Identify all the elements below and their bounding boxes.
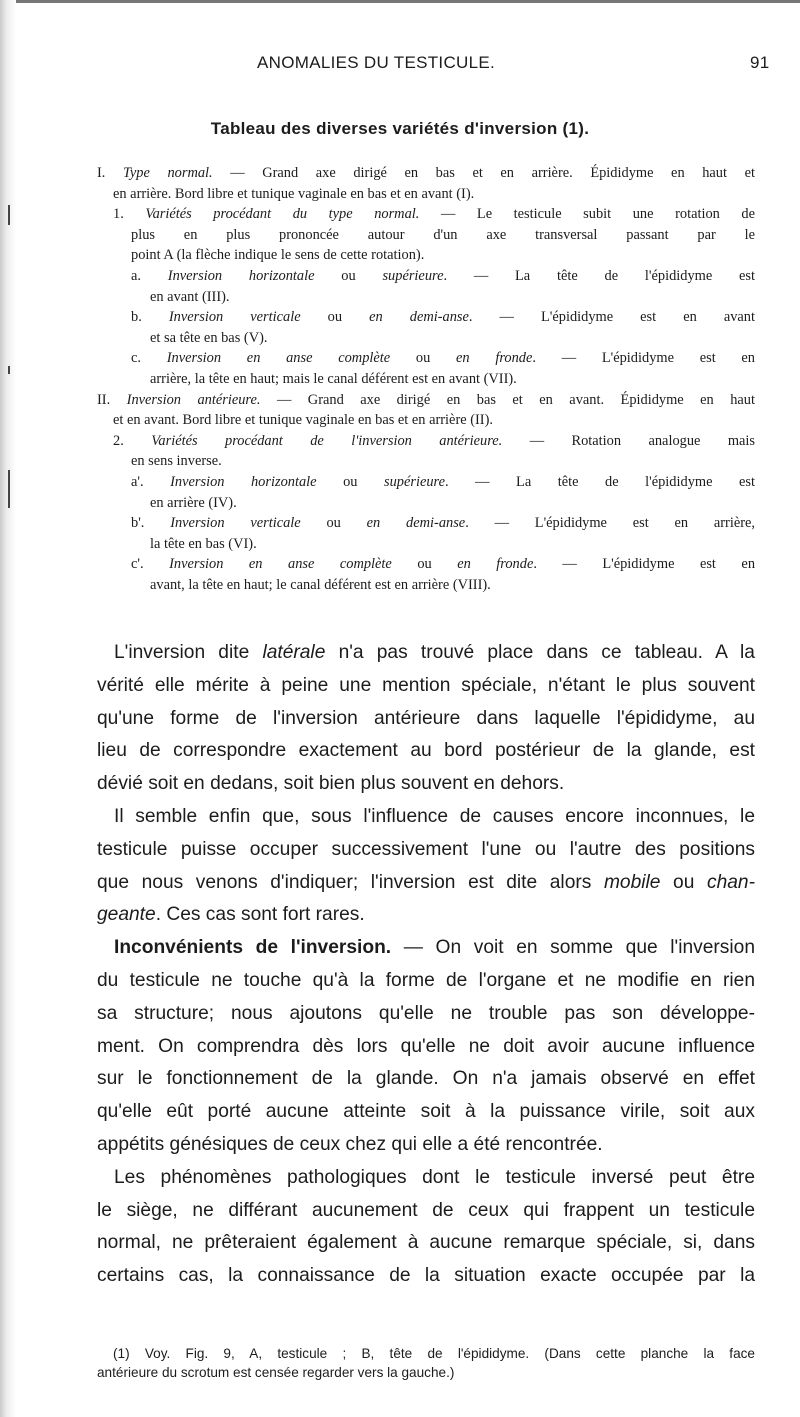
edge-mark [8,470,10,508]
table-line [131,554,755,575]
text-run: Il semble enfin que, sous l'influence de causes encore inconnues, le [114,806,755,827]
text-run: a'. [131,474,171,490]
footnote-line [97,1365,755,1380]
text-run: normal, ne prêteraient également à aucune remarque spéciale, si, dans [97,1232,755,1254]
italic-text: supérieure [382,268,444,284]
text-run: a. [131,268,168,284]
text-run: et en avant. Bord libre et tunique vaginale en bas et en arrière (II). [113,412,493,429]
table-line [113,410,493,431]
footnote-line [113,1346,755,1361]
text-run: en sens inverse. [131,453,222,470]
table-line [131,225,755,246]
italic-text: Inversion antérieure. [126,391,261,408]
text-run: . — L'épididyme est en arrière, [465,515,756,532]
text-run: qu'elle eût porté aucune atteinte soit à la puissance virile, soit aux [97,1101,755,1123]
text-run: I. [97,165,123,181]
text-run: certains cas, la connaissance de la situation exacte occupée par la [97,1265,755,1287]
body-line [97,1003,755,1025]
text-run: 2. [113,432,152,449]
text-run: ou [316,474,384,490]
table-line [131,307,755,328]
italic-text: en fronde [457,556,534,573]
italic-text: Variétés procédant de l'inversion antérieure. [151,432,503,449]
table-line [131,451,222,472]
text-run: II. [97,391,127,408]
text-run: (1) Voy. Fig. 9, A, testicule ; B, tête de l'épididyme. (Dans cette planche la face [113,1346,755,1361]
italic-text: Inversion verticale [170,515,301,532]
italic-text: Inversion verticale [168,309,301,326]
table-line [150,493,237,514]
body-line [97,675,755,697]
text-run: lieu de correspondre exactement au bord postérieur de la glande, est [97,740,755,762]
table-line [113,184,474,205]
body-line [97,708,755,730]
text-run: Les phénomènes pathologiques dont le testicule inversé peut être [114,1166,755,1188]
text-run: qu'une forme de l'inversion antérieure dans laquelle l'épididyme, au [97,707,755,729]
text-run: . — L'épididyme est en [533,556,756,573]
table-line [113,431,755,452]
text-run: ou [391,556,458,573]
text-run: vérité elle mérite à peine une mention spéciale, n'étant le plus souvent [97,674,755,696]
text-run: b. [131,309,169,326]
running-head-title: ANOMALIES DU TESTICULE. [257,53,496,72]
text-run: . — La tête de l'épididyme est [445,474,755,490]
heading-text: Inconvénients de l'inversion. [114,937,392,959]
text-run: et sa tête en bas (V). [150,329,268,346]
text-run: sur le fonctionnement de la glande. On n'a jamais observé en effet [97,1068,755,1090]
running-header [0,53,800,81]
table-title: Tableau des diverses variétés d'inversion (1). [210,119,590,138]
italic-text: Type normal. [122,165,213,181]
page-number: 91 [750,53,770,72]
text-run: c'. [131,556,170,573]
text-run: testicule puisse occuper successivement l'une ou l'autre des positions [97,838,755,860]
text-run: b'. [131,515,171,532]
text-run: ou [314,268,383,284]
section-heading-line [114,937,755,959]
text-run: — Grand axe dirigé en bas et en avant. Épididyme en haut [260,391,755,408]
text-run: — On voit en somme que l'inversion [391,937,755,959]
italic-text: supérieure [383,474,445,490]
text-run: ou [660,871,707,893]
body-line [97,872,755,894]
text-run: c. [131,350,167,367]
edge-mark [8,366,10,374]
body-line [97,1036,755,1058]
text-run: 1. [113,206,146,223]
text-run: ou [390,350,457,367]
text-run: la tête en bas (VI). [150,535,257,552]
italic-text: chan- [706,871,755,893]
text-run: — Le testicule subit une rotation de [419,206,756,223]
body-line [97,740,755,762]
table-line [150,328,267,349]
text-run: . — L'épididyme est en [532,350,756,367]
body-line [97,970,755,992]
italic-text: Variétés procédant du type normal. [145,206,420,223]
body-line [97,1101,755,1123]
italic-text: en demi-anse [369,309,469,326]
text-run: en arrière. Bord libre et tunique vaginale en bas et en avant (I). [113,185,475,202]
text-run: n'a pas trouvé place dans ce tableau. A la [325,642,755,663]
text-run: — Grand axe dirigé en bas et en arrière. Épididyme en haut et [212,165,755,181]
body-line [97,1232,755,1254]
table-line [131,513,755,534]
body-line [97,1200,755,1222]
italic-text: Inversion en anse complète [169,556,392,573]
body-line [97,904,755,926]
table-line [113,204,755,225]
italic-text: en fronde [456,350,533,367]
table-line [131,472,755,493]
text-run: du testicule ne touche qu'à la forme de l'organe et ne modifie en rien [97,970,755,991]
italic-text: Inversion en anse complète [166,350,391,367]
body-line [97,1134,755,1156]
table-line [97,390,755,411]
table-line [97,163,755,184]
text-run: . — L'épididyme est en avant [468,309,756,326]
body-line [97,1265,755,1287]
text-run: ment. On comprendra dès lors qu'elle ne doit avoir aucune influence [97,1035,755,1057]
table-line [150,534,257,555]
table-line [150,575,491,596]
text-run: ou [300,515,367,532]
table-line [150,287,230,308]
text-run: antérieure du scrotum est censée regarder vers la gauche.) [97,1365,455,1380]
text-run: en arrière (IV). [150,494,237,511]
table-line [131,348,755,369]
body-line [114,642,755,664]
italic-text: latérale [262,642,326,663]
text-run: . — La tête de l'épididyme est [443,268,756,284]
body-line [114,806,755,828]
body-line [97,773,755,795]
italic-text: en demi-anse [366,515,466,532]
italic-text: mobile [603,871,661,893]
text-run: — Rotation analogue mais [502,432,756,449]
text-run: arrière, la tête en haut; mais le canal déférent est en avant (VII). [150,371,517,387]
text-run: que nous venons d'indiquer; l'inversion est dite alors [97,871,604,893]
table-line [131,245,424,266]
body-line [97,1068,755,1090]
body-line [97,839,755,861]
text-run: point A (la flèche indique le sens de cette rotation). [131,247,425,264]
text-run: appétits génésiques de ceux chez qui elle a été rencontrée. [97,1134,603,1155]
italic-text: geante [97,904,156,926]
text-run: plus en plus prononcée autour d'un axe transversal passant par le [131,226,755,243]
text-run: en avant (III). [150,288,230,305]
body-line [114,1167,755,1189]
table-line [150,369,517,390]
text-run: ou [300,309,370,326]
edge-mark [8,205,10,225]
italic-text: Inversion horizontale [167,268,315,284]
text-run: sa structure; nous ajoutons qu'elle ne trouble pas son développe- [97,1002,755,1024]
table-line [131,266,755,287]
text-run: . Ces cas sont fort rares. [155,904,365,926]
text-run: le siège, ne différant aucunement de ceux qui frappent un testicule [97,1199,755,1221]
page-top-edge [0,0,800,3]
text-run: avant, la tête en haut; le canal déférent est en arrière (VIII). [150,577,491,593]
italic-text: Inversion horizontale [170,474,317,490]
text-run: dévié soit en dedans, soit bien plus souvent en dehors. [97,773,565,795]
text-run: L'inversion dite [114,642,263,663]
